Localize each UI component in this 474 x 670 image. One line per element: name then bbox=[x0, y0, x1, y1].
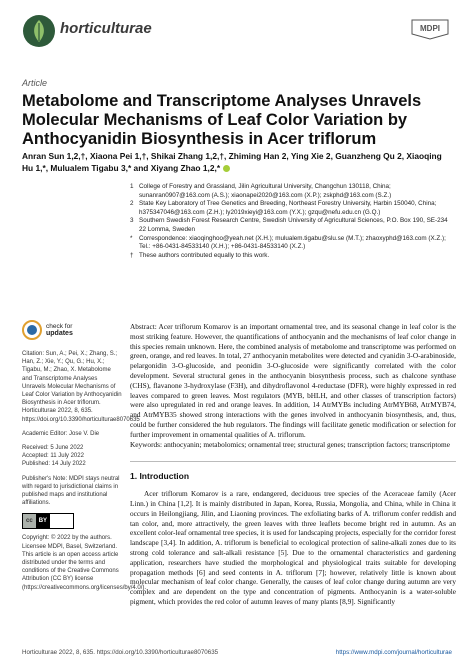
author-list bbox=[22, 150, 452, 174]
footer-citation: Horticulturae 2022, 8, 635. https://doi.org/10.3390/horticulturae8070635 bbox=[22, 649, 219, 656]
equal-contribution-note: † These authors contributed equally to this work. bbox=[130, 251, 270, 259]
section-heading: 1. Introduction bbox=[130, 471, 190, 482]
journal-header bbox=[22, 14, 452, 54]
author-names: Anran Sun 1,2,†, Xiaona Pei 1,†, Shikai Zhang 1,2,†, Zhiming Han 2, Ying Xie 2, Guanzheng Qu 2, Xiaoqing Hu 1,*, Mulualem Tigabu 3,* and Xiyang Zhao 1,2,* bbox=[22, 151, 442, 173]
check-updates-icon bbox=[22, 320, 42, 340]
accepted-date: Accepted: 11 July 2022 bbox=[22, 453, 84, 460]
paper-title: Metabolome and Transcriptome Analyses Unravels Molecular Mechanisms of Leaf Color Variation by Anthocyanidin Biosynthesis in Acer triflorum bbox=[22, 92, 422, 148]
divider bbox=[130, 461, 456, 462]
check-for-updates-button[interactable]: check for updates bbox=[22, 320, 122, 340]
introduction-text: Acer triflorum Komarov is a rare, endangered, deciduous tree species of the Aceraceae family (Acer Linn.) in China [1,2]. It is mainly distributed in Japan, Korea, Russia, Mongolia, and China, while in China it occurs in Heilongjiang, Jilin, and Liaoning provinces. The exfoliating barks of A. triflorum confer reddish and tan color, and, more attractively, the green leaves with three leaflets become bright red in autumn. As an excellent color-leaf ornamental tree species, it is used for landscaping projects, especially for the corridor forest landscape [3,4]. In addition, A. triflorum is beneficial to ecological protection of saline-alkali zones due to its strong cold tolerance and salt-alkali resistance [5]. Due to the ornamental characteristics and gardening application, researchers have studied the morphological and physiological traits suitable for developing propagation methods [6] and seed contents in A. triflorum [7]; however, relatively little is known about molecular mechanism of leaf color change. Generally, the causes of leaf color change during autumn are very complex and are dependent on the type and concentration of pigments. Anthocyanin is a water-soluble pigment, which provides the red color of autumn leaves of many plants [8,9]. Significantly bbox=[130, 489, 456, 606]
introduction bbox=[130, 472, 456, 606]
journal-name: horticulturae bbox=[60, 20, 152, 37]
page-footer bbox=[22, 649, 452, 656]
mdpi-logo-icon bbox=[410, 18, 450, 40]
journal-logo-icon bbox=[22, 14, 56, 48]
correspondence: * Correspondence: xiaoqinghoo@yeah.net (X.H.); mulualem.tigabu@slu.se (M.T.); zhaoxyphd@163.com (X.Z.); Tel.: +86-0431-84533140 (X.H.); +86-0431-84533140 (X.Z.) bbox=[130, 234, 446, 251]
keywords: Keywords: anthocyanin; metabolomics; ornamental tree; structural genes; transcription factors; transcriptome bbox=[130, 439, 450, 449]
received-date: Received: 5 June 2022 bbox=[22, 445, 84, 452]
main-content bbox=[130, 322, 456, 607]
orcid-icon[interactable] bbox=[223, 165, 230, 172]
abstract bbox=[130, 322, 456, 449]
article-type: Article bbox=[22, 78, 48, 88]
journal-url-link[interactable]: https://www.mdpi.com/journal/horticulturae bbox=[335, 649, 452, 656]
affiliation-item: 2 State Key Laboratory of Tree Genetics and Breeding, Northeast Forestry University, Harbin 150040, China; h375347046@163.com (Z.H.); ly2019xieyi@163.com (Y.X.); gzqu@nefu.edu.cn (G.Q.) bbox=[130, 200, 437, 216]
affiliations bbox=[130, 183, 456, 260]
publisher-name: MDPI bbox=[420, 24, 440, 33]
copyright: Copyright: © 2022 by the authors. Licensee MDPI, Basel, Switzerland. This article is an open access article distributed under the terms and conditions of the Creative Commons Attribution (CC BY) license (https://creativecommons.org/licenses/by/4.0/). bbox=[22, 535, 147, 591]
affiliation-item: 3 Southern Swedish Forest Research Centre, Swedish University of Agricultural Sciences, P.O. Box 190, SE-234 22 Lomma, Sweden bbox=[130, 217, 448, 233]
cc-by-license-icon[interactable]: cc BY bbox=[22, 513, 74, 529]
affiliation-item: 1 College of Forestry and Grassland, Jilin Agricultural University, Changchun 130118, China; sunanran0907@163.com (A.S.); xiaonapei2020@163.com (X.P.); zskphd@163.com (S.Z.) bbox=[130, 183, 392, 199]
citation: Citation: Sun, A.; Pei, X.; Zhang, S.; Han, Z.; Xie, Y.; Qu, G.; Hu, X.; Tigabu, M.; Zhao, X. Metabolome and Transcriptome Analyses Unravels Molecular Mechanisms of Leaf Color Variation by Anthocyanidin Biosynthesis in Acer triflorum. Horticulturae 2022, 8, 635. https://doi.org/10.3390/horticulturae8070635 bbox=[22, 351, 140, 423]
publisher-note: Publisher's Note: MDPI stays neutral with regard to jurisdictional claims in published maps and institutional affiliations. bbox=[22, 475, 120, 507]
abstract-text: Abstract: Acer triflorum Komarov is an important ornamental tree, and its seasonal change in leaf color is the most striking feature. However, the quantifications of anthocyanin and the mechanisms of leaf color change in this species remain unknown. Here, the combined analysis of metabolome and transcriptome was performed on green, orange, and red leaves. In total, 27 anthocyanin metabolites were detected and cyanidin 3-O-arabinoside, pelargonidin 3-O-glucoside, and peonidin 3-O-glucoside were significantly correlated with the color development. Several structural genes in the anthocyanin biosynthesis process, such as chalcone synthase (CHS), flavanone 3-hydroxylase (F3H), and dihydroflavonol 4-reductase (DFR), were highly expressed in red leaves compared to green leaves. Most regulators (MYB, bHLH, and other classes of transcription factors) were also upregulated in red and orange leaves. In addition, 14 AtrMYBs including AtrMYB68, AtrMYB74, and AtrMYB35 showed strong interactions with the genes involved in anthocyanin biosynthesis, and, thus, could be further considered the hub regulators. The findings will facilitate genetic modification or selection for further improvement in ornamental qualities of A. triflorum. bbox=[130, 322, 457, 439]
sidebar bbox=[22, 320, 147, 592]
academic-editor: Academic Editor: Jose V. Die bbox=[22, 430, 100, 437]
published-date: Published: 14 July 2022 bbox=[22, 461, 86, 468]
